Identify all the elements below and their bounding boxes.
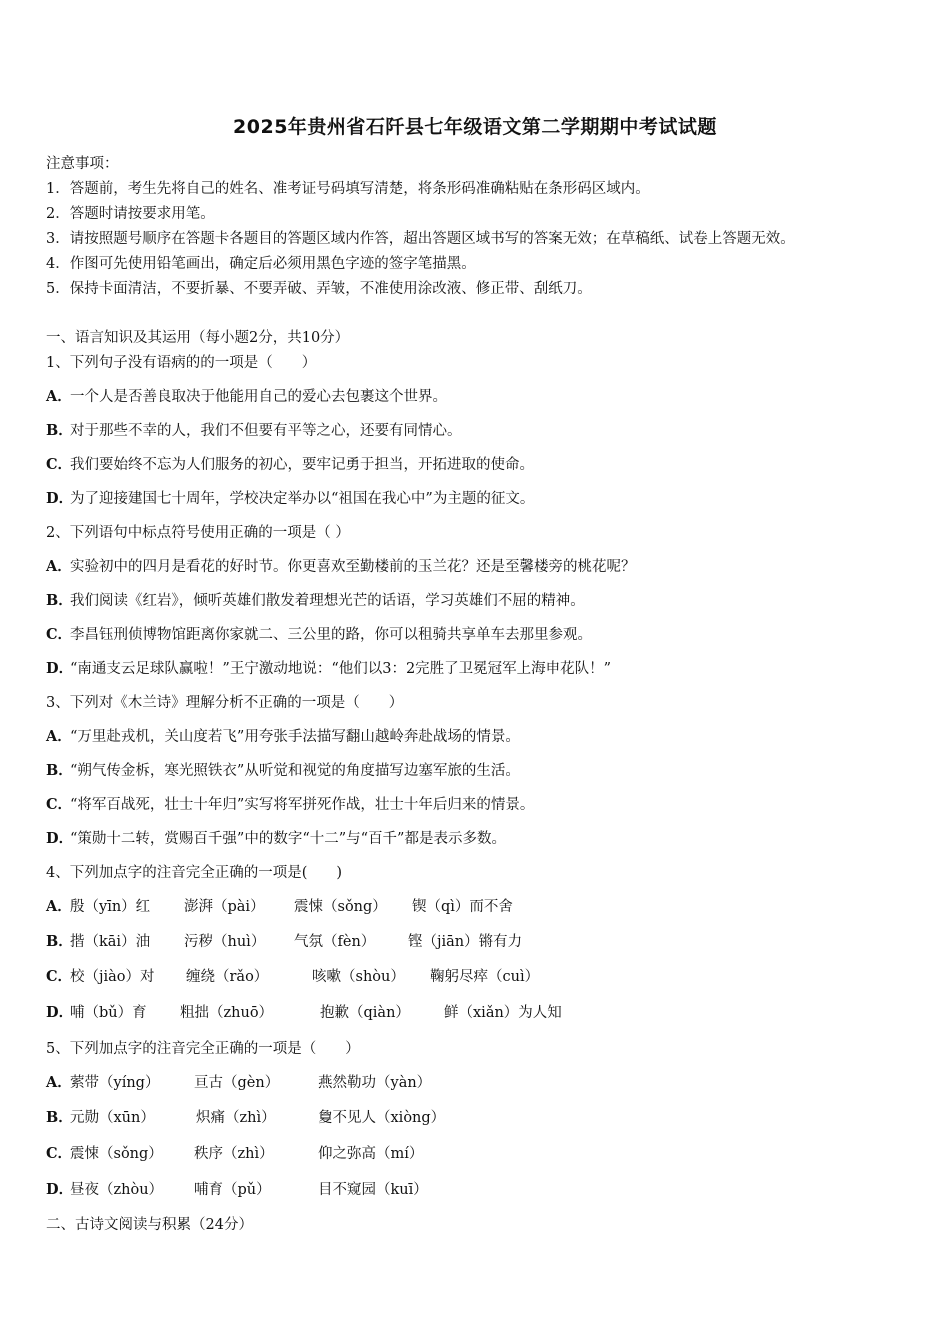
- option-label: B．: [46, 592, 73, 609]
- option-row: [46, 725, 930, 746]
- option-text: 李昌钰刑侦博物馆距离你家就二、三公里的路，你可以租骑共享单车去那里参观。: [70, 627, 592, 643]
- notice-item: 2．答题时请按要求用笔。: [46, 206, 215, 222]
- notice-item: 1．答题前，考生先将自己的姓名、准考证号码填写清楚，将条形码准确粘贴在条形码区域内。: [46, 181, 650, 197]
- question-stem: 2、下列语句中标点符号使用正确的一项是（ ）: [46, 525, 350, 541]
- option-label: C．: [46, 626, 73, 643]
- option-row: [46, 1071, 930, 1092]
- option-row: [46, 759, 930, 780]
- option-label: A．: [46, 728, 72, 745]
- pinyin-item: 铿（jiān）锵有力: [408, 934, 523, 950]
- question-stem: 3、下列对《木兰诗》理解分析不正确的一项是（ ）: [46, 695, 404, 711]
- option-label: C．: [46, 968, 73, 985]
- notice-item: 5．保持卡面清洁，不要折暴、不要弄破、弄皱，不准使用涂改液、修正带、刮纸刀。: [46, 281, 592, 297]
- option-row: [46, 487, 930, 508]
- option-text: “策勋十二转，赏赐百千强”中的数字“十二”与“百千”都是表示多数。: [70, 831, 506, 847]
- pinyin-item: 气氛（fèn）: [294, 934, 376, 950]
- option-text: 为了迎接建国七十周年，学校决定举办以“祖国在我心中”为主题的征文。: [70, 491, 535, 507]
- page-title: 2025年贵州省石阡县七年级语文第二学期期中考试试题: [233, 116, 717, 138]
- pinyin-item: 咳嗽（shòu）: [312, 969, 405, 985]
- option-label: C．: [46, 1145, 73, 1162]
- option-label: B．: [46, 422, 73, 439]
- option-row: [46, 930, 930, 951]
- pinyin-item: 炽痛（zhì）: [196, 1110, 276, 1126]
- option-row: [46, 793, 930, 814]
- pinyin-item: 燕然勒功（yàn）: [318, 1075, 432, 1091]
- option-label: A．: [46, 388, 72, 405]
- pinyin-item: 亘古（gèn）: [194, 1075, 280, 1091]
- pinyin-item: 澎湃（pài）: [184, 899, 265, 915]
- option-text: “朔气传金柝，寒光照铁衣”从听觉和视觉的角度描写边塞军旅的生活。: [70, 763, 520, 779]
- option-row: [46, 419, 930, 440]
- option-label: B．: [46, 933, 73, 950]
- option-row: [46, 965, 930, 986]
- option-label: D．: [46, 1181, 74, 1198]
- notice-item: 4．作图可先使用铅笔画出，确定后必须用黑色字迹的签字笔描黑。: [46, 256, 476, 272]
- option-row: [46, 1178, 930, 1199]
- option-row: [46, 827, 930, 848]
- pinyin-item: 哺育（pǔ）: [194, 1182, 271, 1198]
- pinyin-item: 缠绕（rǎo）: [186, 969, 269, 985]
- option-text: 一个人是否善良取决于他能用自己的爱心去包裹这个世界。: [70, 389, 447, 405]
- option-row: [46, 1142, 930, 1163]
- option-row: [46, 555, 930, 576]
- option-row: [46, 385, 930, 406]
- pinyin-item: 萦带（yíng）: [70, 1075, 160, 1091]
- option-row: [46, 589, 930, 610]
- option-label: D．: [46, 1004, 74, 1021]
- pinyin-item: 揩（kāi）油: [70, 934, 151, 950]
- option-label: A．: [46, 558, 72, 575]
- option-label: C．: [46, 456, 73, 473]
- pinyin-item: 污秽（huì）: [184, 934, 266, 950]
- option-label: D．: [46, 830, 74, 847]
- pinyin-item: 敻不见人（xiòng）: [318, 1110, 446, 1126]
- option-row: [46, 453, 930, 474]
- option-text: “将军百战死，壮士十年归”实写将军拼死作战，壮士十年后归来的情景。: [70, 797, 535, 813]
- option-row: [46, 895, 930, 916]
- option-row: [46, 623, 930, 644]
- option-label: C．: [46, 796, 73, 813]
- pinyin-item: 秩序（zhì）: [194, 1146, 274, 1162]
- option-label: D．: [46, 490, 74, 507]
- option-label: B．: [46, 1109, 73, 1126]
- option-text: 我们阅读《红岩》，倾听英雄们散发着理想光芒的话语，学习英雄们不屈的精神。: [70, 593, 585, 609]
- pinyin-item: 仰之弥高（mí）: [318, 1146, 424, 1162]
- pinyin-item: 昼夜（zhòu）: [70, 1182, 164, 1198]
- pinyin-item: 元勋（xūn）: [70, 1110, 155, 1126]
- option-text: 我们要始终不忘为人们服务的初心，要牢记勇于担当，开拓进取的使命。: [70, 457, 534, 473]
- option-text: 对于那些不幸的人，我们不但要有平等之心，还要有同情心。: [70, 423, 462, 439]
- option-label: A．: [46, 1074, 72, 1091]
- pinyin-item: 震悚（sǒng）: [70, 1146, 163, 1162]
- pinyin-item: 哺（bǔ）育: [70, 1005, 147, 1021]
- option-label: A．: [46, 898, 72, 915]
- pinyin-item: 锲（qì）而不舍: [412, 899, 513, 915]
- pinyin-item: 殷（yīn）红: [70, 899, 151, 915]
- option-text: “万里赴戎机，关山度若飞”用夸张手法描写翻山越岭奔赴战场的情景。: [70, 729, 520, 745]
- question-stem: 4、下列加点字的注音完全正确的一项是( ): [46, 865, 343, 881]
- pinyin-item: 鲜（xiǎn）为人知: [444, 1005, 562, 1021]
- option-row: [46, 1001, 930, 1022]
- option-label: B．: [46, 762, 73, 779]
- notice-item: 3．请按照题号顺序在答题卡各题目的答题区域内作答，超出答题区域书写的答案无效；在草稿纸、试卷上答题无效。: [46, 231, 795, 247]
- question-stem: 5、下列加点字的注音完全正确的一项是（ ）: [46, 1041, 360, 1057]
- question-stem: 1、下列句子没有语病的的一项是（ ）: [46, 355, 317, 371]
- pinyin-item: 校（jiào）对: [70, 969, 155, 985]
- pinyin-item: 粗拙（zhuō）: [180, 1005, 274, 1021]
- option-text: “南通支云足球队赢啦！”王宁激动地说：“他们以3：2完胜了卫冕冠军上海申花队！”: [70, 661, 612, 677]
- option-row: [46, 1106, 930, 1127]
- option-row: [46, 657, 930, 678]
- option-text: 实验初中的四月是看花的好时节。你更喜欢至勤楼前的玉兰花？还是至馨楼旁的桃花呢？: [70, 559, 636, 575]
- pinyin-item: 抱歉（qiàn）: [320, 1005, 410, 1021]
- pinyin-item: 震悚（sǒng）: [294, 899, 387, 915]
- section-heading: 一、语言知识及其运用（每小题2分，共10分）: [46, 330, 350, 346]
- pinyin-item: 目不窥园（kuī）: [318, 1182, 428, 1198]
- notice-heading: 注意事项：: [46, 156, 119, 172]
- section-heading: 二、古诗文阅读与积累（24分）: [46, 1217, 253, 1233]
- option-label: D．: [46, 660, 74, 677]
- pinyin-item: 鞠躬尽瘁（cuì）: [430, 969, 540, 985]
